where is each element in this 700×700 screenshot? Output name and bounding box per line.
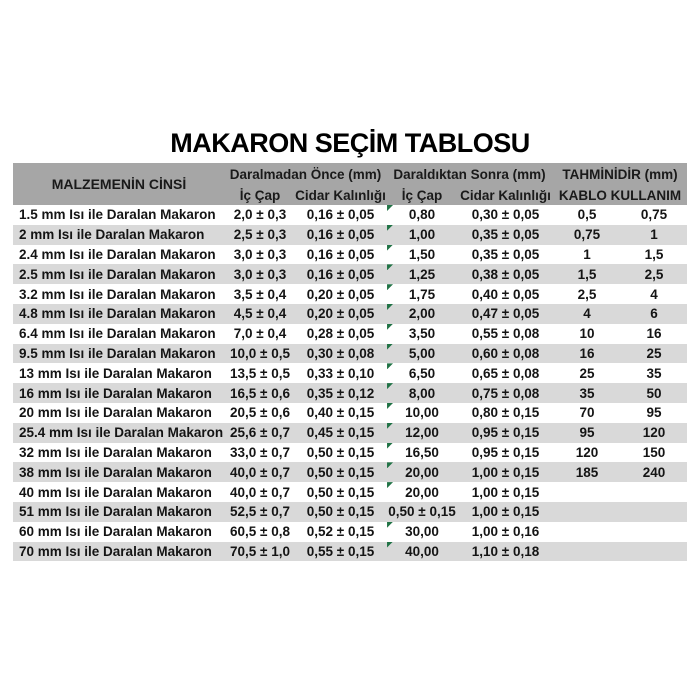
cable-usage-min-cell-text: 2,5 bbox=[577, 286, 597, 302]
cable-usage-max-cell bbox=[621, 264, 687, 284]
after-wall-thickness-cell bbox=[458, 245, 553, 265]
cell-error-flag-icon bbox=[387, 423, 393, 429]
cable-usage-min-cell bbox=[553, 344, 621, 364]
cable-usage-max-cell bbox=[621, 245, 687, 265]
after-wall-thickness-cell bbox=[458, 324, 553, 344]
before-wall-thickness-cell bbox=[295, 403, 386, 423]
cable-usage-max-cell bbox=[621, 225, 687, 245]
before-wall-thickness-cell-text: 0,40 ± 0,15 bbox=[306, 405, 375, 421]
before-inner-diameter-cell bbox=[225, 284, 295, 304]
before-wall-thickness-cell-text: 0,50 ± 0,15 bbox=[306, 484, 375, 500]
after-wall-thickness-cell bbox=[458, 264, 553, 284]
before-wall-thickness-cell-text: 0,50 ± 0,15 bbox=[306, 504, 375, 520]
table-row bbox=[13, 324, 687, 344]
before-inner-diameter-cell-text: 33,0 ± 0,7 bbox=[230, 444, 290, 460]
material-name-cell bbox=[13, 443, 225, 463]
cable-usage-max-cell-text: 1 bbox=[650, 227, 658, 243]
after-inner-diameter-cell bbox=[386, 324, 458, 344]
after-inner-diameter-cell bbox=[386, 205, 458, 225]
after-wall-thickness-cell-text: 0,95 ± 0,15 bbox=[471, 444, 540, 460]
table-row bbox=[13, 245, 687, 265]
header-group-before-shrink: Daralmadan Önce (mm) bbox=[225, 163, 386, 186]
cable-usage-min-cell bbox=[553, 363, 621, 383]
before-inner-diameter-cell-text: 52,5 ± 0,7 bbox=[230, 504, 290, 520]
table-row bbox=[13, 264, 687, 284]
table-row bbox=[13, 403, 687, 423]
cell-error-flag-icon bbox=[387, 462, 393, 468]
material-name-cell bbox=[13, 344, 225, 364]
cable-usage-max-cell bbox=[621, 522, 687, 542]
cell-error-flag-icon bbox=[387, 443, 393, 449]
cell-error-flag-icon bbox=[387, 324, 393, 330]
before-inner-diameter-cell-text: 70,5 ± 1,0 bbox=[230, 543, 290, 559]
before-wall-thickness-cell bbox=[295, 225, 386, 245]
after-inner-diameter-cell bbox=[386, 383, 458, 403]
cable-usage-max-cell-text: 0,75 bbox=[640, 207, 668, 223]
after-inner-diameter-cell bbox=[386, 403, 458, 423]
after-wall-thickness-cell-text: 0,35 ± 0,05 bbox=[471, 227, 540, 243]
table-row bbox=[13, 344, 687, 364]
cell-error-flag-icon bbox=[387, 225, 393, 231]
cable-usage-min-cell-text: 0,75 bbox=[573, 227, 601, 243]
before-inner-diameter-cell bbox=[225, 443, 295, 463]
cable-usage-max-cell bbox=[621, 482, 687, 502]
after-inner-diameter-cell-text: 16,50 bbox=[405, 444, 439, 460]
cell-error-flag-icon bbox=[387, 482, 393, 488]
cable-usage-max-cell bbox=[621, 443, 687, 463]
before-inner-diameter-cell-text: 20,5 ± 0,6 bbox=[230, 405, 290, 421]
cell-error-flag-icon bbox=[387, 304, 393, 310]
after-wall-thickness-cell-text: 0,38 ± 0,05 bbox=[471, 266, 540, 282]
data-table bbox=[13, 163, 687, 561]
before-inner-diameter-cell-text: 4,5 ± 0,4 bbox=[233, 306, 287, 322]
before-inner-diameter-cell bbox=[225, 482, 295, 502]
cable-usage-max-cell-text: 50 bbox=[646, 385, 662, 401]
before-wall-thickness-cell bbox=[295, 482, 386, 502]
before-inner-diameter-cell bbox=[225, 522, 295, 542]
material-name-cell bbox=[13, 363, 225, 383]
after-inner-diameter-cell bbox=[386, 225, 458, 245]
cable-usage-min-cell-text: 35 bbox=[579, 385, 595, 401]
before-inner-diameter-cell bbox=[225, 225, 295, 245]
cable-usage-min-cell bbox=[553, 383, 621, 403]
after-inner-diameter-cell bbox=[386, 522, 458, 542]
before-inner-diameter-cell-text: 25,6 ± 0,7 bbox=[230, 425, 290, 441]
page-title: MAKARON SEÇİM TABLOSU bbox=[170, 128, 530, 158]
material-name-cell bbox=[13, 403, 225, 423]
after-wall-thickness-cell bbox=[458, 403, 553, 423]
before-inner-diameter-cell bbox=[225, 264, 295, 284]
before-inner-diameter-cell bbox=[225, 304, 295, 324]
before-wall-thickness-cell bbox=[295, 304, 386, 324]
cable-usage-max-cell-text: 6 bbox=[650, 306, 658, 322]
material-name-cell-text: 6.4 mm Isı ile Daralan Makaron bbox=[19, 326, 216, 342]
material-name-cell bbox=[13, 383, 225, 403]
cable-usage-min-cell-text: 16 bbox=[579, 345, 595, 361]
after-wall-thickness-cell-text: 0,55 ± 0,08 bbox=[471, 326, 540, 342]
cable-usage-max-cell bbox=[621, 462, 687, 482]
before-inner-diameter-cell-text: 3,0 ± 0,3 bbox=[233, 266, 287, 282]
before-inner-diameter-cell-text: 13,5 ± 0,5 bbox=[230, 365, 290, 381]
before-wall-thickness-cell bbox=[295, 522, 386, 542]
cable-usage-min-cell bbox=[553, 324, 621, 344]
after-inner-diameter-cell bbox=[386, 502, 458, 522]
after-wall-thickness-cell bbox=[458, 423, 553, 443]
material-name-cell bbox=[13, 225, 225, 245]
after-inner-diameter-cell bbox=[386, 284, 458, 304]
before-inner-diameter-cell bbox=[225, 423, 295, 443]
before-inner-diameter-cell bbox=[225, 324, 295, 344]
after-wall-thickness-cell bbox=[458, 522, 553, 542]
cell-error-flag-icon bbox=[387, 344, 393, 350]
header-after-wall-thickness: Cidar Kalınlığı bbox=[458, 186, 553, 205]
before-wall-thickness-cell bbox=[295, 462, 386, 482]
cable-usage-min-cell-text: 185 bbox=[575, 464, 599, 480]
cable-usage-min-cell-text: 25 bbox=[579, 365, 595, 381]
material-name-cell bbox=[13, 482, 225, 502]
after-wall-thickness-cell bbox=[458, 304, 553, 324]
material-name-cell-text: 60 mm Isı ile Daralan Makaron bbox=[19, 524, 212, 540]
before-wall-thickness-cell bbox=[295, 205, 386, 225]
cable-usage-min-cell bbox=[553, 304, 621, 324]
after-wall-thickness-cell bbox=[458, 383, 553, 403]
cable-usage-min-cell bbox=[553, 284, 621, 304]
cable-usage-min-cell-text: 1,5 bbox=[577, 266, 597, 282]
after-inner-diameter-cell-text: 30,00 bbox=[405, 524, 439, 540]
before-wall-thickness-cell bbox=[295, 383, 386, 403]
after-wall-thickness-cell-text: 0,65 ± 0,08 bbox=[471, 365, 540, 381]
after-wall-thickness-cell bbox=[458, 284, 553, 304]
material-name-cell-text: 51 mm Isı ile Daralan Makaron bbox=[19, 504, 212, 520]
after-inner-diameter-cell-text: 20,00 bbox=[405, 484, 439, 500]
cable-usage-min-cell bbox=[553, 522, 621, 542]
material-name-cell bbox=[13, 324, 225, 344]
after-wall-thickness-cell bbox=[458, 462, 553, 482]
cable-usage-max-cell bbox=[621, 423, 687, 443]
after-wall-thickness-cell bbox=[458, 443, 553, 463]
before-inner-diameter-cell-text: 3,0 ± 0,3 bbox=[233, 246, 287, 262]
table-row bbox=[13, 502, 687, 522]
before-wall-thickness-cell-text: 0,20 ± 0,05 bbox=[306, 306, 375, 322]
after-wall-thickness-cell-text: 1,00 ± 0,15 bbox=[471, 464, 540, 480]
cable-usage-max-cell bbox=[621, 205, 687, 225]
cable-usage-min-cell-text: 1 bbox=[583, 246, 591, 262]
after-wall-thickness-cell-text: 1,00 ± 0,15 bbox=[471, 504, 540, 520]
cable-usage-max-cell-text: 16 bbox=[646, 326, 662, 342]
material-name-cell bbox=[13, 423, 225, 443]
material-name-cell bbox=[13, 284, 225, 304]
after-inner-diameter-cell-text: 10,00 bbox=[405, 405, 439, 421]
before-inner-diameter-cell-text: 3,5 ± 0,4 bbox=[233, 286, 287, 302]
cable-usage-min-cell bbox=[553, 542, 621, 562]
cable-usage-min-cell-text: 70 bbox=[579, 405, 595, 421]
after-wall-thickness-cell-text: 1,10 ± 0,18 bbox=[471, 543, 540, 559]
cable-usage-min-cell-text: 95 bbox=[579, 425, 595, 441]
material-name-cell-text: 1.5 mm Isı ile Daralan Makaron bbox=[19, 207, 216, 223]
before-wall-thickness-cell bbox=[295, 284, 386, 304]
table-row bbox=[13, 443, 687, 463]
after-inner-diameter-cell-text: 0,80 bbox=[408, 207, 436, 223]
after-inner-diameter-cell-text: 5,00 bbox=[408, 345, 436, 361]
header-before-wall-thickness: Cidar Kalınlığı bbox=[295, 188, 386, 203]
cable-usage-max-cell bbox=[621, 403, 687, 423]
after-inner-diameter-cell-text: 12,00 bbox=[405, 425, 439, 441]
table-header bbox=[13, 163, 687, 205]
cable-usage-max-cell-text: 35 bbox=[646, 365, 662, 381]
before-inner-diameter-cell-text: 40,0 ± 0,7 bbox=[230, 484, 290, 500]
header-group-estimate: TAHMİNİDİR (mm) bbox=[553, 163, 687, 186]
material-name-cell bbox=[13, 264, 225, 284]
cable-usage-max-cell-text: 25 bbox=[646, 345, 662, 361]
after-wall-thickness-cell bbox=[458, 542, 553, 562]
before-wall-thickness-cell bbox=[295, 264, 386, 284]
after-wall-thickness-cell-text: 0,95 ± 0,15 bbox=[471, 425, 540, 441]
material-name-cell-text: 16 mm Isı ile Daralan Makaron bbox=[19, 385, 212, 401]
cable-usage-max-cell-text: 4 bbox=[650, 286, 658, 302]
cable-usage-min-cell bbox=[553, 225, 621, 245]
header-material-type: MALZEMENİN CİNSİ bbox=[13, 163, 225, 205]
cell-error-flag-icon bbox=[387, 245, 393, 251]
cable-usage-min-cell bbox=[553, 403, 621, 423]
material-name-cell-text: 4.8 mm Isı ile Daralan Makaron bbox=[19, 306, 216, 322]
after-wall-thickness-cell-text: 0,35 ± 0,05 bbox=[471, 246, 540, 262]
after-inner-diameter-cell bbox=[386, 462, 458, 482]
after-inner-diameter-cell-text: 1,25 bbox=[408, 266, 436, 282]
after-inner-diameter-cell bbox=[386, 482, 458, 502]
material-name-cell bbox=[13, 542, 225, 562]
material-name-cell-text: 2.4 mm Isı ile Daralan Makaron bbox=[19, 246, 216, 262]
before-wall-thickness-cell-text: 0,16 ± 0,05 bbox=[306, 246, 375, 262]
material-name-cell-text: 70 mm Isı ile Daralan Makaron bbox=[19, 543, 212, 559]
cable-usage-max-cell bbox=[621, 363, 687, 383]
cable-usage-min-cell-text: 120 bbox=[575, 444, 599, 460]
cable-usage-max-cell bbox=[621, 542, 687, 562]
table-body bbox=[13, 205, 687, 561]
before-inner-diameter-cell bbox=[225, 245, 295, 265]
cable-usage-max-cell bbox=[621, 284, 687, 304]
after-wall-thickness-cell-text: 0,30 ± 0,05 bbox=[471, 207, 540, 223]
before-inner-diameter-cell bbox=[225, 502, 295, 522]
table-row bbox=[13, 304, 687, 324]
material-name-cell-text: 25.4 mm Isı ile Daralan Makaron bbox=[19, 425, 224, 441]
cable-usage-max-cell-text: 150 bbox=[642, 444, 666, 460]
material-name-cell bbox=[13, 304, 225, 324]
before-wall-thickness-cell bbox=[295, 443, 386, 463]
before-inner-diameter-cell-text: 60,5 ± 0,8 bbox=[230, 524, 290, 540]
material-name-cell bbox=[13, 205, 225, 225]
before-wall-thickness-cell bbox=[295, 423, 386, 443]
after-wall-thickness-cell-text: 0,40 ± 0,05 bbox=[471, 286, 540, 302]
before-inner-diameter-cell-text: 7,0 ± 0,4 bbox=[233, 326, 287, 342]
cell-error-flag-icon bbox=[387, 205, 393, 211]
table-row bbox=[13, 482, 687, 502]
before-inner-diameter-cell bbox=[225, 383, 295, 403]
before-inner-diameter-cell bbox=[225, 403, 295, 423]
table-row bbox=[13, 363, 687, 383]
material-name-cell-text: 32 mm Isı ile Daralan Makaron bbox=[19, 444, 212, 460]
after-inner-diameter-cell-text: 6,50 bbox=[408, 365, 436, 381]
header-before-inner-diameter: İç Çap bbox=[225, 186, 295, 205]
after-wall-thickness-cell bbox=[458, 225, 553, 245]
table-row bbox=[13, 522, 687, 542]
material-name-cell bbox=[13, 462, 225, 482]
after-inner-diameter-cell bbox=[386, 443, 458, 463]
table-row bbox=[13, 542, 687, 562]
cable-usage-max-cell-text: 1,5 bbox=[644, 246, 664, 262]
before-wall-thickness-cell-text: 0,30 ± 0,08 bbox=[306, 345, 375, 361]
before-wall-thickness-cell-text: 0,55 ± 0,15 bbox=[306, 543, 375, 559]
material-name-cell-text: 2 mm Isı ile Daralan Makaron bbox=[19, 227, 205, 243]
material-name-cell bbox=[13, 245, 225, 265]
makaron-selection-table bbox=[13, 163, 687, 561]
before-inner-diameter-cell-text: 2,0 ± 0,3 bbox=[233, 207, 287, 223]
cable-usage-max-cell-text: 95 bbox=[646, 405, 662, 421]
after-wall-thickness-cell-text: 0,60 ± 0,08 bbox=[471, 345, 540, 361]
before-inner-diameter-cell bbox=[225, 462, 295, 482]
material-name-cell-text: 3.2 mm Isı ile Daralan Makaron bbox=[19, 286, 216, 302]
cable-usage-max-cell bbox=[621, 344, 687, 364]
cable-usage-max-cell-text: 120 bbox=[642, 425, 666, 441]
header-group-after-shrink: Daraldıktan Sonra (mm) bbox=[386, 163, 553, 186]
cable-usage-min-cell bbox=[553, 482, 621, 502]
cell-error-flag-icon bbox=[387, 264, 393, 270]
before-wall-thickness-cell bbox=[295, 542, 386, 562]
cable-usage-max-cell-text: 240 bbox=[642, 464, 666, 480]
cable-usage-min-cell bbox=[553, 443, 621, 463]
after-wall-thickness-cell-text: 1,00 ± 0,15 bbox=[471, 484, 540, 500]
cable-usage-min-cell bbox=[553, 423, 621, 443]
after-inner-diameter-cell-text: 3,50 bbox=[408, 326, 436, 342]
material-name-cell-text: 2.5 mm Isı ile Daralan Makaron bbox=[19, 266, 216, 282]
after-inner-diameter-cell-text: 40,00 bbox=[405, 543, 439, 559]
table-row bbox=[13, 423, 687, 443]
before-inner-diameter-cell bbox=[225, 542, 295, 562]
cable-usage-min-cell bbox=[553, 462, 621, 482]
cable-usage-min-cell-text: 0,5 bbox=[577, 207, 597, 223]
table-row bbox=[13, 284, 687, 304]
before-wall-thickness-cell-text: 0,16 ± 0,05 bbox=[306, 227, 375, 243]
cell-error-flag-icon bbox=[387, 284, 393, 290]
after-wall-thickness-cell bbox=[458, 344, 553, 364]
after-inner-diameter-cell bbox=[386, 423, 458, 443]
header-cable-usage: KABLO KULLANIM bbox=[553, 186, 687, 205]
before-wall-thickness-cell-text: 0,28 ± 0,05 bbox=[306, 326, 375, 342]
before-inner-diameter-cell-text: 40,0 ± 0,7 bbox=[230, 464, 290, 480]
before-wall-thickness-cell-text: 0,16 ± 0,05 bbox=[306, 266, 375, 282]
before-wall-thickness-cell-text: 0,50 ± 0,15 bbox=[306, 444, 375, 460]
header-group-row bbox=[13, 163, 687, 186]
before-wall-thickness-cell-text: 0,20 ± 0,05 bbox=[306, 286, 375, 302]
before-wall-thickness-cell-text: 0,45 ± 0,15 bbox=[306, 425, 375, 441]
material-name-cell-text: 38 mm Isı ile Daralan Makaron bbox=[19, 464, 212, 480]
cable-usage-min-cell bbox=[553, 205, 621, 225]
material-name-cell-text: 13 mm Isı ile Daralan Makaron bbox=[19, 365, 212, 381]
after-wall-thickness-cell-text: 0,75 ± 0,08 bbox=[471, 385, 540, 401]
after-inner-diameter-cell bbox=[386, 245, 458, 265]
header-after-inner-diameter: İç Çap bbox=[386, 186, 458, 205]
cell-error-flag-icon bbox=[387, 383, 393, 389]
cable-usage-max-cell bbox=[621, 383, 687, 403]
before-wall-thickness-cell bbox=[295, 363, 386, 383]
cell-error-flag-icon bbox=[387, 363, 393, 369]
before-wall-thickness-cell-text: 0,16 ± 0,05 bbox=[306, 207, 375, 223]
after-wall-thickness-cell bbox=[458, 205, 553, 225]
before-wall-thickness-cell bbox=[295, 245, 386, 265]
after-inner-diameter-cell-text: 1,50 bbox=[408, 246, 436, 262]
after-inner-diameter-cell bbox=[386, 344, 458, 364]
after-wall-thickness-cell-text: 1,00 ± 0,16 bbox=[471, 524, 540, 540]
table-row bbox=[13, 205, 687, 225]
material-name-cell-text: 20 mm Isı ile Daralan Makaron bbox=[19, 405, 212, 421]
cable-usage-max-cell bbox=[621, 324, 687, 344]
after-inner-diameter-cell-text: 1,75 bbox=[408, 286, 436, 302]
after-wall-thickness-cell-text: 0,80 ± 0,15 bbox=[471, 405, 540, 421]
before-wall-thickness-cell-text: 0,52 ± 0,15 bbox=[306, 524, 375, 540]
before-wall-thickness-cell-text: 0,35 ± 0,12 bbox=[306, 385, 375, 401]
cable-usage-max-cell-text: 2,5 bbox=[644, 266, 664, 282]
before-wall-thickness-cell-text: 0,50 ± 0,15 bbox=[306, 464, 375, 480]
before-inner-diameter-cell bbox=[225, 363, 295, 383]
cable-usage-min-cell bbox=[553, 502, 621, 522]
after-inner-diameter-cell bbox=[386, 363, 458, 383]
after-inner-diameter-cell bbox=[386, 304, 458, 324]
before-wall-thickness-cell bbox=[295, 502, 386, 522]
before-inner-diameter-cell bbox=[225, 344, 295, 364]
before-inner-diameter-cell bbox=[225, 205, 295, 225]
after-wall-thickness-cell bbox=[458, 502, 553, 522]
cell-error-flag-icon bbox=[387, 542, 393, 548]
before-wall-thickness-cell-text: 0,33 ± 0,10 bbox=[306, 365, 375, 381]
after-wall-thickness-cell-text: 0,47 ± 0,05 bbox=[471, 306, 540, 322]
cable-usage-min-cell-text: 10 bbox=[579, 326, 595, 342]
cable-usage-min-cell bbox=[553, 245, 621, 265]
table-row bbox=[13, 383, 687, 403]
cable-usage-max-cell bbox=[621, 304, 687, 324]
before-inner-diameter-cell-text: 10,0 ± 0,5 bbox=[230, 345, 290, 361]
table-row bbox=[13, 225, 687, 245]
before-wall-thickness-cell bbox=[295, 324, 386, 344]
table-row bbox=[13, 462, 687, 482]
after-wall-thickness-cell bbox=[458, 482, 553, 502]
after-inner-diameter-cell-text: 2,00 bbox=[408, 306, 436, 322]
material-name-cell bbox=[13, 502, 225, 522]
after-inner-diameter-cell-text: 1,00 bbox=[408, 227, 436, 243]
after-inner-diameter-cell bbox=[386, 542, 458, 562]
after-inner-diameter-cell-text: 8,00 bbox=[408, 385, 436, 401]
material-name-cell-text: 9.5 mm Isı ile Daralan Makaron bbox=[19, 345, 216, 361]
cable-usage-max-cell bbox=[621, 502, 687, 522]
material-name-cell-text: 40 mm Isı ile Daralan Makaron bbox=[19, 484, 212, 500]
cell-error-flag-icon bbox=[387, 403, 393, 409]
after-wall-thickness-cell bbox=[458, 363, 553, 383]
cable-usage-min-cell-text: 4 bbox=[583, 306, 591, 322]
after-inner-diameter-cell bbox=[386, 264, 458, 284]
before-inner-diameter-cell-text: 16,5 ± 0,6 bbox=[230, 385, 290, 401]
after-inner-diameter-cell-text: 0,50 ± 0,15 bbox=[388, 504, 456, 520]
material-name-cell bbox=[13, 522, 225, 542]
cell-error-flag-icon bbox=[387, 522, 393, 528]
before-wall-thickness-cell bbox=[295, 344, 386, 364]
cable-usage-min-cell bbox=[553, 264, 621, 284]
after-inner-diameter-cell-text: 20,00 bbox=[405, 464, 439, 480]
before-inner-diameter-cell-text: 2,5 ± 0,3 bbox=[233, 227, 287, 243]
